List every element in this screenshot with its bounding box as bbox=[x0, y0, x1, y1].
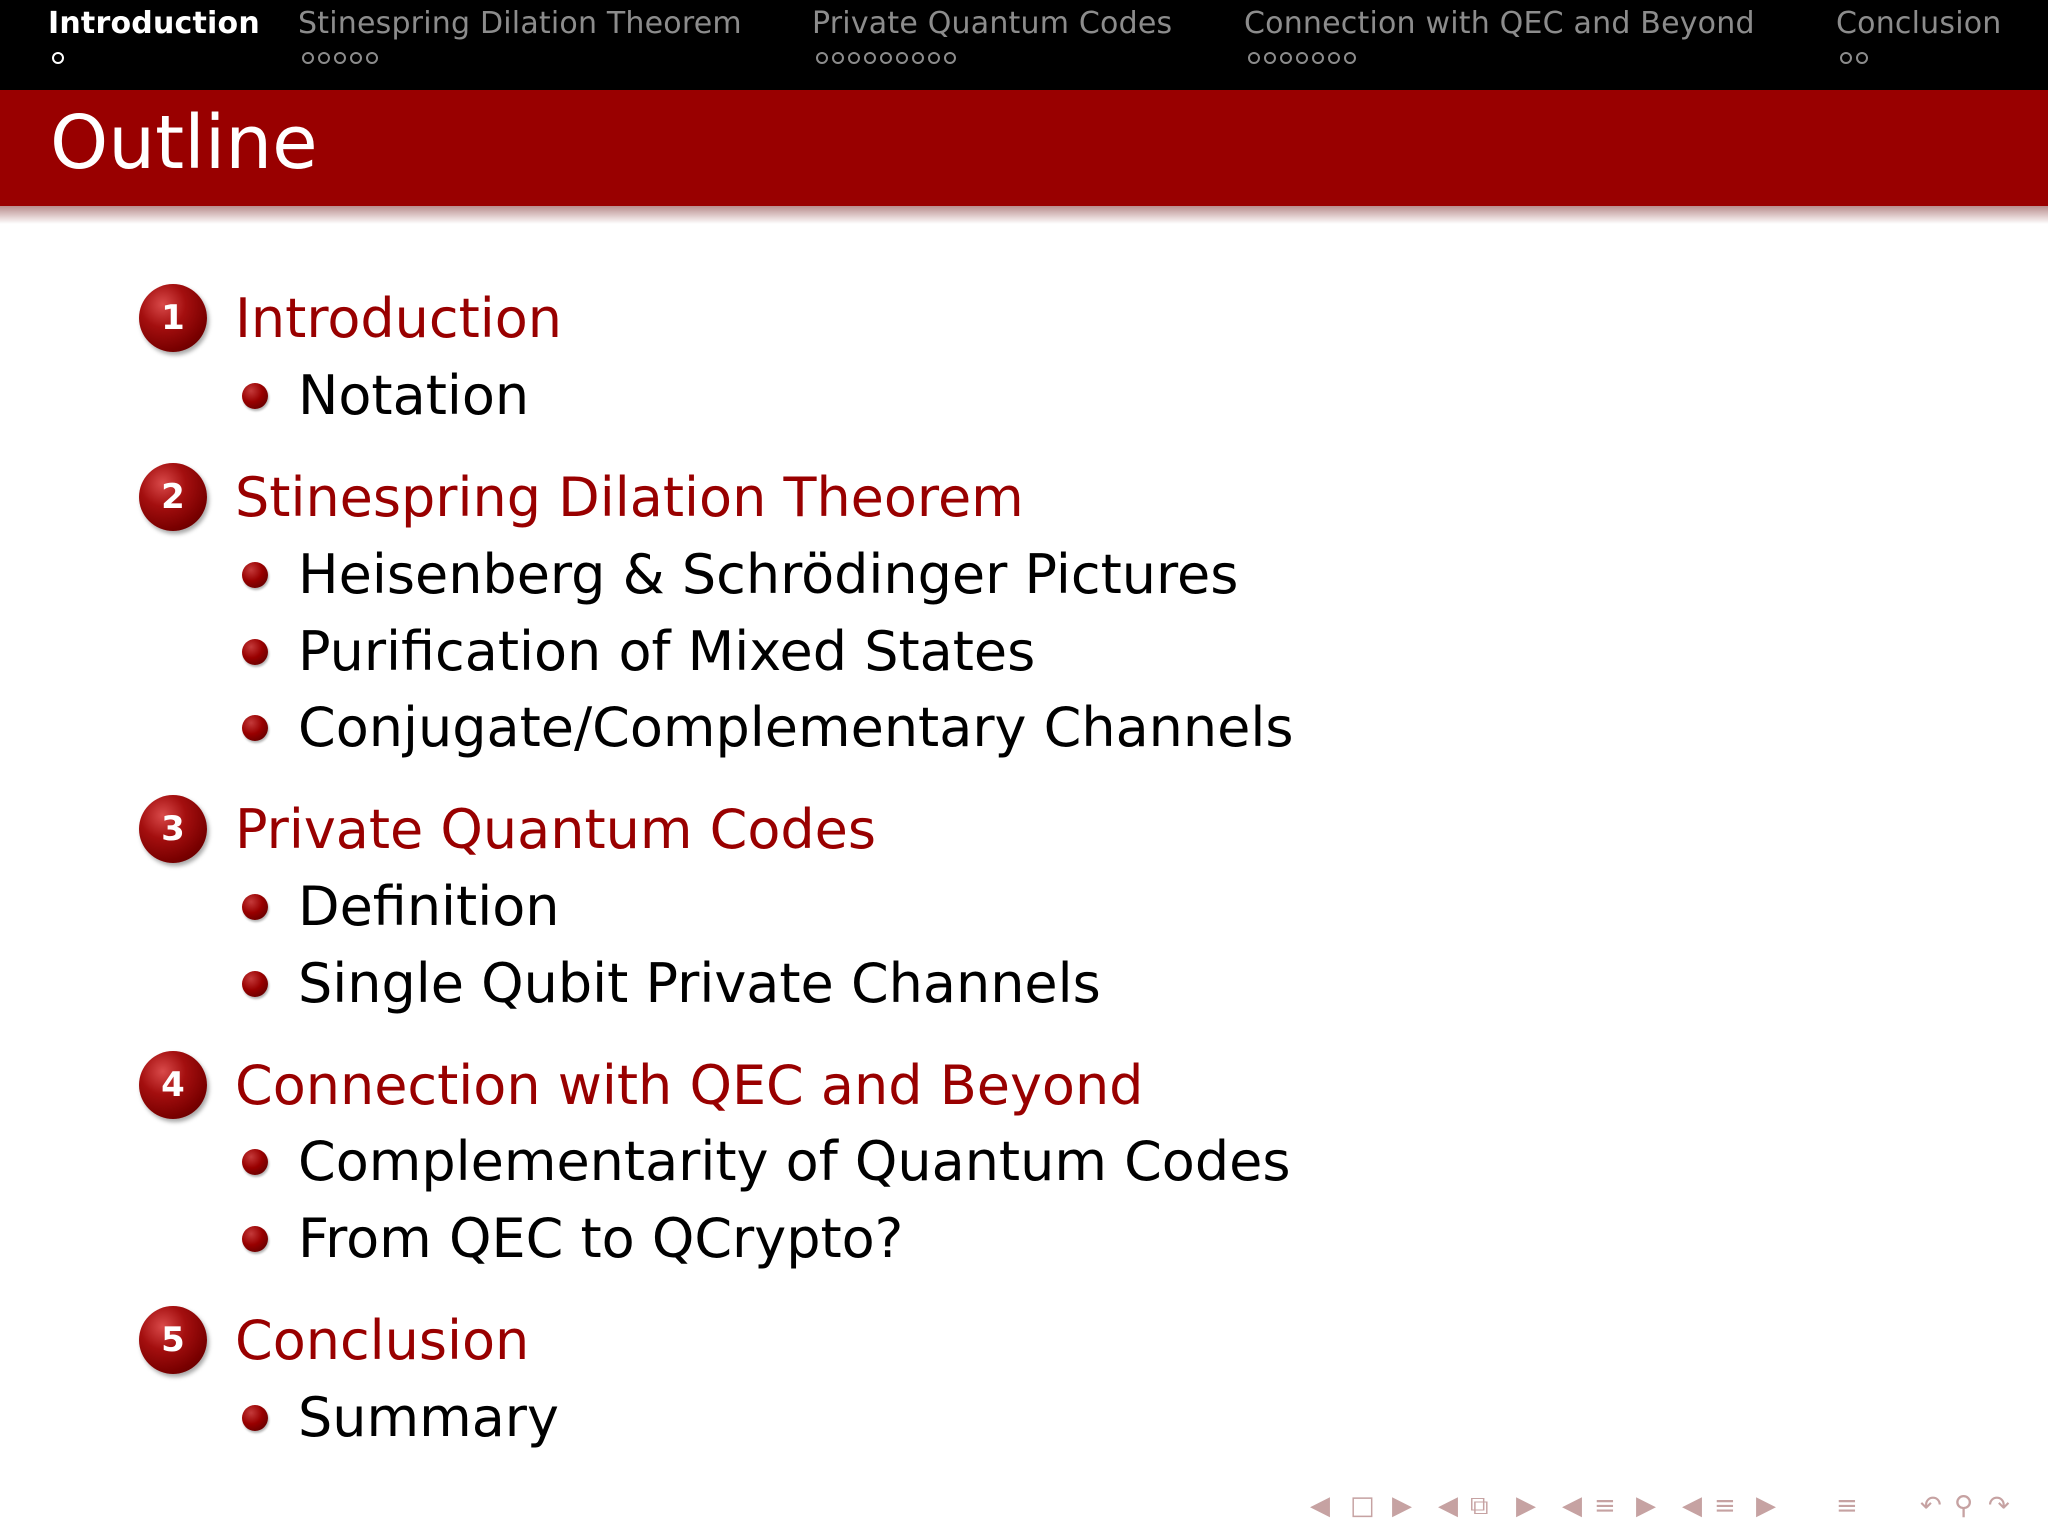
bullet-icon bbox=[242, 562, 268, 588]
toc-subsection[interactable]: Complementarity of Quantum Codes bbox=[298, 1130, 1291, 1193]
section-number-badge: 3 bbox=[139, 795, 207, 863]
frame-icon[interactable]: ⧉ bbox=[1470, 1491, 1489, 1521]
bullet-icon bbox=[242, 1226, 268, 1252]
toc-section-connection-qec[interactable]: Connection with QEC and Beyond bbox=[235, 1054, 1144, 1117]
bullet-icon bbox=[242, 1149, 268, 1175]
nav-section-title[interactable]: Conclusion bbox=[1836, 6, 2002, 41]
bullet-icon bbox=[242, 971, 268, 997]
forward-icon[interactable]: ↷ bbox=[1988, 1491, 2010, 1521]
toc-section-introduction[interactable]: Introduction bbox=[235, 287, 563, 350]
toc-subsection[interactable]: Conjugate/Complementary Channels bbox=[298, 696, 1294, 759]
toc-subsection[interactable]: Summary bbox=[298, 1386, 559, 1449]
section-number-badge: 1 bbox=[139, 284, 207, 352]
bullet-icon bbox=[242, 1405, 268, 1431]
subsection-prev-icon[interactable]: ◀ bbox=[1562, 1491, 1582, 1521]
section-number-badge: 5 bbox=[139, 1306, 207, 1374]
frame-next-icon[interactable]: ▶ bbox=[1516, 1491, 1536, 1521]
section-prev-icon[interactable]: ◀ bbox=[1682, 1491, 1702, 1521]
section-icon[interactable]: ≡ bbox=[1714, 1491, 1736, 1521]
nav-section-title[interactable]: Private Quantum Codes bbox=[812, 6, 1173, 41]
back-icon[interactable]: ↶ bbox=[1920, 1491, 1942, 1521]
subsection-icon[interactable]: ≡ bbox=[1594, 1491, 1616, 1521]
toc-subsection[interactable]: Single Qubit Private Channels bbox=[298, 952, 1101, 1015]
toc-subsection[interactable]: Notation bbox=[298, 364, 530, 427]
frame-title: Outline bbox=[50, 100, 318, 186]
bullet-icon bbox=[242, 639, 268, 665]
toc-section-private-quantum-codes[interactable]: Private Quantum Codes bbox=[235, 798, 877, 861]
slide-icon[interactable]: □ bbox=[1350, 1491, 1375, 1521]
toc-subsection[interactable]: Definition bbox=[298, 875, 560, 938]
navigation-symbols bbox=[1310, 1488, 2030, 1524]
bullet-icon bbox=[242, 715, 268, 741]
toc-section-stinespring[interactable]: Stinespring Dilation Theorem bbox=[235, 466, 1024, 529]
toc-subsection[interactable]: Purification of Mixed States bbox=[298, 620, 1036, 683]
nav-section-title[interactable]: Stinespring Dilation Theorem bbox=[298, 6, 742, 41]
frame-prev-icon[interactable]: ◀ bbox=[1438, 1491, 1458, 1521]
section-next-icon[interactable]: ▶ bbox=[1756, 1491, 1776, 1521]
document-icon[interactable]: ≡ bbox=[1836, 1491, 1858, 1521]
bullet-icon bbox=[242, 383, 268, 409]
toc-subsection[interactable]: From QEC to QCrypto? bbox=[298, 1207, 904, 1270]
slide-prev-icon[interactable]: ◀ bbox=[1310, 1491, 1330, 1521]
nav-section-title[interactable]: Connection with QEC and Beyond bbox=[1244, 6, 1755, 41]
slide-next-icon[interactable]: ▶ bbox=[1392, 1491, 1412, 1521]
subsection-next-icon[interactable]: ▶ bbox=[1636, 1491, 1656, 1521]
toc-section-conclusion[interactable]: Conclusion bbox=[235, 1309, 530, 1372]
bullet-icon bbox=[242, 894, 268, 920]
nav-section-title[interactable]: Introduction bbox=[48, 6, 260, 41]
search-icon[interactable]: ⚲ bbox=[1954, 1491, 1974, 1521]
toc-subsection[interactable]: Heisenberg & Schrödinger Pictures bbox=[298, 543, 1239, 606]
section-number-badge: 4 bbox=[139, 1051, 207, 1119]
section-number-badge: 2 bbox=[139, 463, 207, 531]
